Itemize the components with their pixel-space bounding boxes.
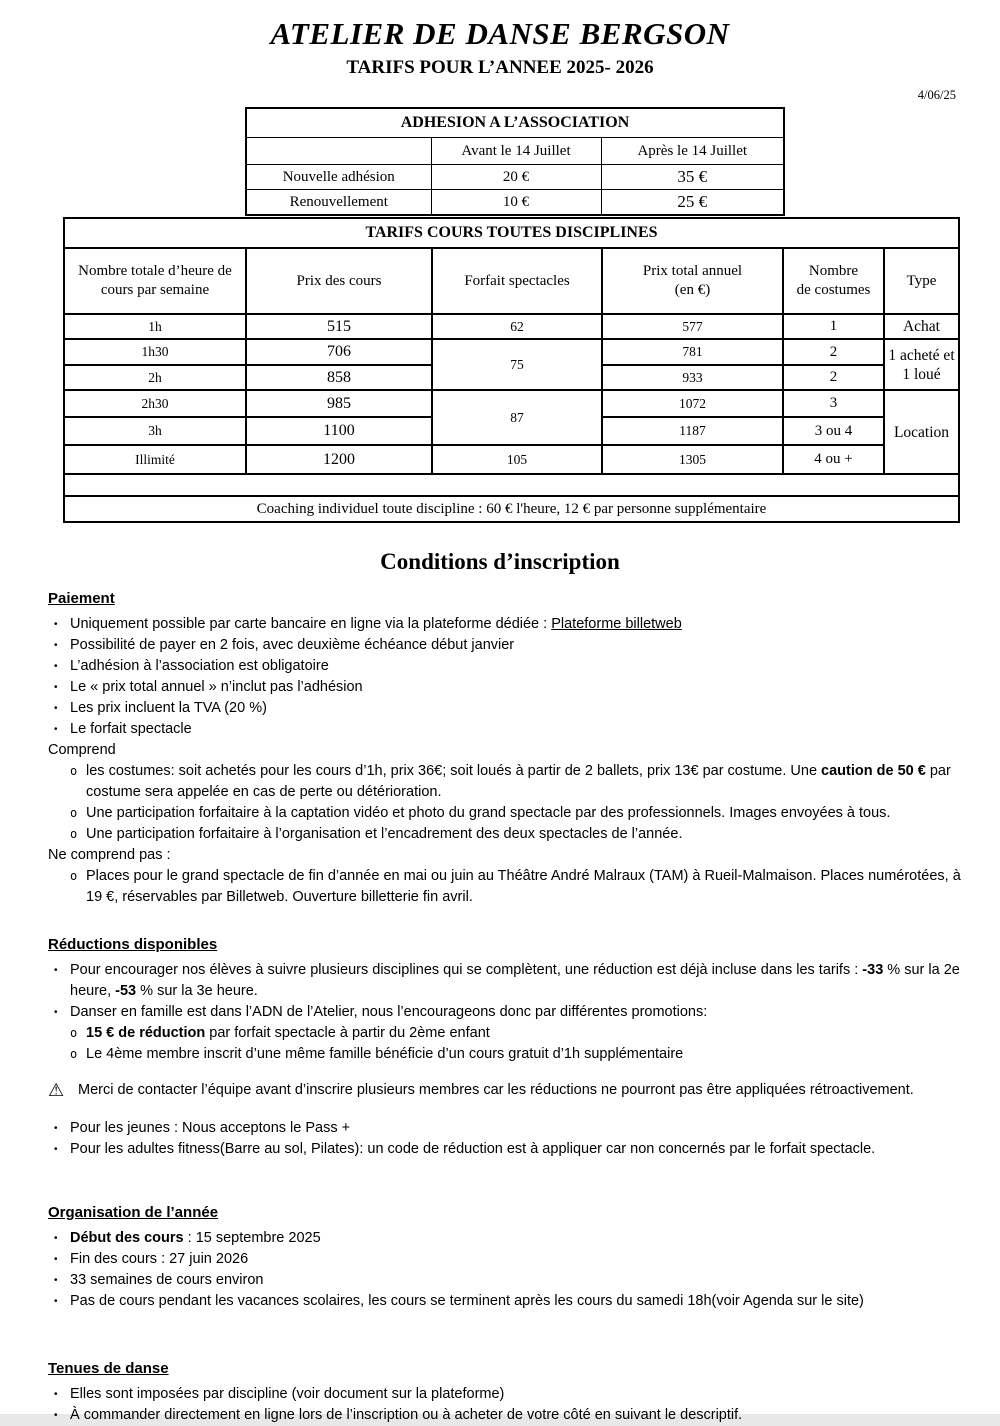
bullet-icon: •: [54, 661, 58, 672]
bullet-item: [48, 1118, 962, 1139]
bullet-text: Les prix incluent la TVA (20 %): [70, 700, 267, 716]
bullet-text: Le forfait spectacle: [70, 721, 192, 737]
column-header-apres: Après le 14 Juillet: [601, 138, 784, 165]
column-header-prix: [246, 248, 432, 314]
bullet-text-segment: Uniquement possible par carte bancaire en ligne via la plateforme dédiée :: [70, 616, 552, 632]
cell-prix: 985: [246, 390, 432, 417]
header-line: Type: [906, 272, 937, 289]
bullet-item: [48, 698, 962, 719]
cell-costumes: 2: [783, 365, 884, 390]
spacer-cell: [64, 474, 959, 496]
coaching-cell: Coaching individuel toute discipline : 60 € l'heure, 12 € par personne supplémentaire: [64, 496, 959, 522]
billetweb-link[interactable]: Plateforme billetweb: [551, 616, 682, 632]
bullet-text: [86, 761, 962, 803]
cell-total: 781: [602, 339, 783, 365]
section-organisation: [48, 1202, 962, 1312]
column-header-hours: [64, 248, 246, 314]
section-paiement: [48, 588, 962, 908]
tarifs-table-title: TARIFS COURS TOUTES DISCIPLINES: [64, 218, 959, 248]
conditions-title: Conditions d’inscription: [380, 549, 620, 574]
cell-hours: 3h: [64, 417, 246, 445]
bullet-text: Pour les adultes fitness(Barre au sol, Pilates): un code de réduction est à appliquer car non concernés par le forfait spectacle.: [70, 1141, 876, 1157]
cell-forfait-merged: 87: [432, 390, 602, 445]
bullet-icon: •: [54, 724, 58, 735]
bullet-text: Elles sont imposées par discipline (voir document sur la plateforme): [70, 1386, 505, 1402]
cell-costumes: 4 ou +: [783, 445, 884, 474]
doc-date: 4/06/25: [917, 88, 956, 102]
bullet-text-segment: % sur la 3e heure.: [136, 983, 258, 999]
bullet-icon: •: [54, 1144, 58, 1155]
bullet-icon: •: [54, 1233, 58, 1244]
bullet-icon: •: [54, 682, 58, 693]
bullet-text: Fin des cours : 27 juin 2026: [70, 1251, 249, 1267]
cell-hours: 2h30: [64, 390, 246, 417]
bullet-icon: •: [54, 1123, 58, 1134]
bullet-icon: •: [54, 1410, 58, 1421]
bullet-item: [68, 824, 962, 845]
table-row: [246, 190, 784, 216]
bullet-icon: •: [54, 1296, 58, 1307]
cell-apres: 25 €: [601, 190, 784, 216]
coaching-row: [64, 496, 959, 522]
bullet-text-segment: : 15 septembre 2025: [183, 1230, 321, 1246]
bullet-icon: •: [54, 703, 58, 714]
bullet-text: À commander directement en ligne lors de l’inscription ou à acheter de votre côté en suivant le descriptif.: [70, 1407, 743, 1423]
column-header-costumes: [783, 248, 884, 314]
bullet-text-bold: caution de 50 €: [821, 763, 926, 779]
table-row: [64, 339, 959, 365]
bullet-text: 33 semaines de cours environ: [70, 1272, 264, 1288]
bullet-text: Le 4ème membre inscrit d’une même famille bénéficie d’un cours gratuit d’1h supplémentaire: [86, 1046, 684, 1062]
header-line: Prix des cours: [296, 272, 382, 289]
header-line: Nombre: [808, 263, 859, 279]
cell-total: 933: [602, 365, 783, 390]
sub-bullet-icon: o: [70, 1026, 78, 1040]
bullet-text-bold: 15 € de réduction: [86, 1025, 206, 1041]
sub-bullet-icon: o: [70, 806, 78, 820]
page-subtitle: TARIFS POUR L’ANNEE 2025- 2026: [346, 57, 654, 78]
bullet-item: [48, 1270, 962, 1291]
cell-hours: 1h30: [64, 339, 246, 365]
bullet-text: [86, 1023, 962, 1044]
sub-bullet-icon: o: [70, 1047, 78, 1061]
blank-cell: [246, 138, 431, 165]
bullet-item: [48, 1405, 962, 1426]
adhesion-table: [245, 107, 785, 216]
bullet-item: [48, 1384, 962, 1405]
bullet-text: Places pour le grand spectacle de fin d’année en mai ou juin au Théâtre André Malraux (TAM) à Rueil-Malmaison. Places numérotées, à 19 €, réservables par Billetweb. Ouverture billetterie fin avril.: [86, 868, 961, 905]
page-title: ATELIER DE DANSE BERGSON: [270, 16, 730, 51]
section-tenues: [48, 1358, 962, 1426]
bullet-item: [48, 1291, 962, 1312]
header-line: cours par semaine: [100, 282, 210, 298]
cell-prix: 515: [246, 314, 432, 339]
bullet-text: Une participation forfaitaire à l’organisation et l’encadrement des deux spectacles de l’année.: [86, 826, 683, 842]
table-row: [64, 390, 959, 417]
cell-type-merged: 1 acheté et 1 loué: [884, 339, 959, 390]
cell-type-merged: Location: [884, 390, 959, 474]
bullet-icon: •: [54, 1007, 58, 1018]
sub-bullet-icon: o: [70, 869, 78, 883]
cell-prix: 858: [246, 365, 432, 390]
cell-forfait-merged: 75: [432, 339, 602, 390]
bullet-item: [48, 635, 962, 656]
table-row: [64, 445, 959, 474]
bullet-item: [48, 960, 962, 1002]
header-line: (en €): [674, 282, 711, 298]
bullet-text: Pas de cours pendant les vacances scolaires, les cours se terminent après les cours du samedi 18h(voir Agenda sur le site): [70, 1293, 864, 1309]
cell-prix: 1100: [246, 417, 432, 445]
sub-bullet-icon: o: [70, 764, 78, 778]
bullet-text-bold: -53: [115, 983, 137, 999]
column-header-total: [602, 248, 783, 314]
bullet-text: L’adhésion à l’association est obligatoire: [70, 658, 329, 674]
bullet-icon: •: [54, 640, 58, 651]
bullet-text: [70, 960, 962, 1002]
section-heading: Tenues de danse: [48, 1360, 169, 1377]
bullet-item: [48, 677, 962, 698]
bullet-icon: •: [54, 1254, 58, 1265]
section-heading: Paiement: [48, 590, 115, 607]
sub-bullet-icon: o: [70, 827, 78, 841]
table-row: [246, 165, 784, 190]
header-line: Forfait spectacles: [464, 272, 570, 289]
bullet-icon: •: [54, 1275, 58, 1286]
cell-forfait: 105: [432, 445, 602, 474]
section-heading: Réductions disponibles: [48, 936, 218, 953]
cell-label: Renouvellement: [246, 190, 431, 216]
header-line: Nombre totale d’heure de: [78, 263, 232, 279]
section-reductions: [48, 934, 962, 1160]
cell-avant: 10 €: [431, 190, 601, 216]
header-row: [64, 248, 959, 314]
bullet-text: [70, 1228, 962, 1249]
bullet-text-segment: par forfait spectacle à partir du 2ème enfant: [205, 1025, 490, 1041]
bullet-text-bold: Début des cours: [70, 1230, 184, 1246]
cell-total: 1305: [602, 445, 783, 474]
cell-avant: 20 €: [431, 165, 601, 190]
table-row: [64, 314, 959, 339]
cell-type: Achat: [884, 314, 959, 339]
bullet-text: [70, 614, 962, 635]
conditions-content: [48, 588, 962, 1426]
cell-hours: 1h: [64, 314, 246, 339]
cell-apres: 35 €: [601, 165, 784, 190]
bullet-text: Danser en famille est dans l’ADN de l’Atelier, nous l’encourageons donc par différentes promotions:: [70, 1004, 708, 1020]
cell-label: Nouvelle adhésion: [246, 165, 431, 190]
warning-icon: ⚠: [48, 1080, 65, 1100]
cell-total: 1072: [602, 390, 783, 417]
bullet-item: [48, 1002, 962, 1023]
cell-hours: 2h: [64, 365, 246, 390]
spacer-row: [64, 474, 959, 496]
bullet-text: Possibilité de payer en 2 fois, avec deuxième échéance début janvier: [70, 637, 515, 653]
cell-forfait: 62: [432, 314, 602, 339]
bullet-icon: •: [54, 1389, 58, 1400]
cell-costumes: 3 ou 4: [783, 417, 884, 445]
header-line: de costumes: [796, 282, 871, 298]
bullet-icon: •: [54, 619, 58, 630]
cell-hours: Illimité: [64, 445, 246, 474]
header-line: Prix total annuel: [642, 263, 743, 279]
cell-total: 1187: [602, 417, 783, 445]
bullet-text-segment: par costume sera appelée en cas de perte ou détérioration.: [86, 763, 951, 800]
bullet-text-segment: Pour encourager nos élèves à suivre plusieurs disciplines qui se complètent, une réduction est déjà incluse dans les tarifs :: [70, 962, 863, 978]
bullet-text-segment: les costumes: soit achetés pour les cours d’1h, prix 36€; soit loués à partir de 2 ballets, prix 13€ par costume. Une: [86, 763, 822, 779]
warning-text: Merci de contacter l’équipe avant d’inscrire plusieurs membres car les réductions ne pourront pas être appliquées rétroactivement.: [78, 1082, 914, 1098]
comprend-label: Comprend: [48, 742, 116, 758]
bullet-item: [48, 656, 962, 677]
bullet-item: [48, 614, 962, 635]
bullet-text-segment: % sur la 2e heure,: [70, 962, 960, 999]
bullet-text: Le « prix total annuel » n’inclut pas l’adhésion: [70, 679, 363, 695]
tarifs-table: [63, 217, 960, 523]
bullet-item: [68, 1044, 962, 1065]
column-header-forfait: [432, 248, 602, 314]
bullet-item: [68, 803, 962, 824]
column-header-type: [884, 248, 959, 314]
bullet-item: [68, 761, 962, 803]
warning-note: [48, 1080, 962, 1101]
cell-costumes: 2: [783, 339, 884, 365]
cell-total: 577: [602, 314, 783, 339]
bullet-text: Une participation forfaitaire à la captation vidéo et photo du grand spectacle par des professionnels. Images envoyées à tous.: [86, 805, 891, 821]
column-header-avant: Avant le 14 Juillet: [431, 138, 601, 165]
bullet-text-bold: -33: [862, 962, 884, 978]
cell-costumes: 1: [783, 314, 884, 339]
section-heading: Organisation de l’année: [48, 1204, 219, 1221]
bullet-item: [48, 719, 962, 740]
bullet-item: [68, 1023, 962, 1044]
bullet-icon: •: [54, 965, 58, 976]
adhesion-table-title: ADHESION A L’ASSOCIATION: [246, 108, 784, 138]
bullet-item: [48, 1249, 962, 1270]
cell-costumes: 3: [783, 390, 884, 417]
cell-prix: 706: [246, 339, 432, 365]
bullet-item: [48, 1139, 962, 1160]
bullet-text: Pour les jeunes : Nous acceptons le Pass +: [70, 1120, 351, 1136]
ne-comprend-label: Ne comprend pas :: [48, 847, 171, 863]
bullet-item: [48, 1228, 962, 1249]
cell-prix: 1200: [246, 445, 432, 474]
bullet-item: [68, 866, 962, 908]
